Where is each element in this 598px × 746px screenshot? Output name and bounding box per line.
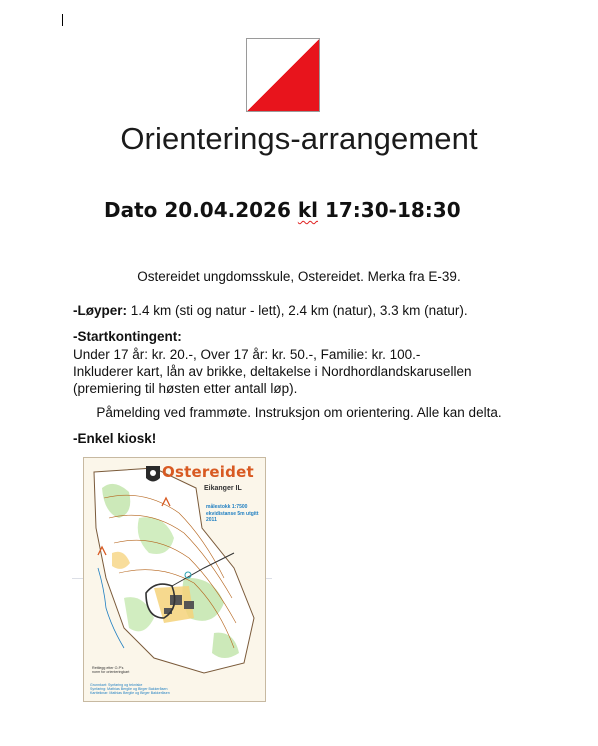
page-title: Orienterings-arrangement xyxy=(120,121,478,156)
map-footer-line: Kartteiknar: Mathias Berglie og Birger Bakkeråsen xyxy=(90,691,170,696)
startkontingent-line-1: Under 17 år: kr. 20.-, Over 17 år: kr. 50.-, Familie: kr. 100.- xyxy=(73,347,421,362)
startkontingent-line-2: Inkluderer kart, lån av brikke, deltakelse i Nordhordlandskarusellen xyxy=(73,364,472,379)
map-scale-text: målestokk 1:7500 ekvidistanse 5m utgitt 2011 xyxy=(206,504,259,523)
orienteering-map-image xyxy=(83,457,266,702)
map-footer-line: Grunnkart: Synfaring og tekniske xyxy=(90,683,143,687)
map-footer xyxy=(90,683,210,696)
date-prefix: Dato 20.04.2026 xyxy=(104,198,298,222)
orienteering-flag-icon xyxy=(246,38,320,112)
loyper-label: -Løyper: xyxy=(73,303,127,318)
pamelding-line: Påmelding ved frammøte. Instruksjon om orientering. Alle kan delta. xyxy=(96,405,502,420)
spelling-flagged-word: kl xyxy=(297,198,319,222)
startkontingent-label: -Startkontingent: xyxy=(73,329,182,344)
map-title: Ostereidet xyxy=(162,463,254,481)
text-cursor xyxy=(62,14,63,26)
kiosk-line: -Enkel kiosk! xyxy=(73,431,157,446)
map-footer-line: Synfaring: Mathias Berglie og Birger Bakkeråsen xyxy=(90,687,168,692)
startkontingent-line-3: (premiering til høsten etter antall løp). xyxy=(73,381,298,396)
location-line: Ostereidet ungdomsskule, Ostereidet. Merka fra E-39. xyxy=(137,269,461,284)
map-note: Rettlegg etter O-P's norm for orienteringkart xyxy=(92,666,130,674)
loyper-text: 1.4 km (sti og natur - lett), 2.4 km (natur), 3.3 km (natur). xyxy=(127,303,468,318)
loyper-line xyxy=(73,302,468,319)
event-date xyxy=(104,198,461,222)
date-time: 17:30-18:30 xyxy=(318,198,461,222)
map-club: Eikanger IL xyxy=(204,485,242,492)
